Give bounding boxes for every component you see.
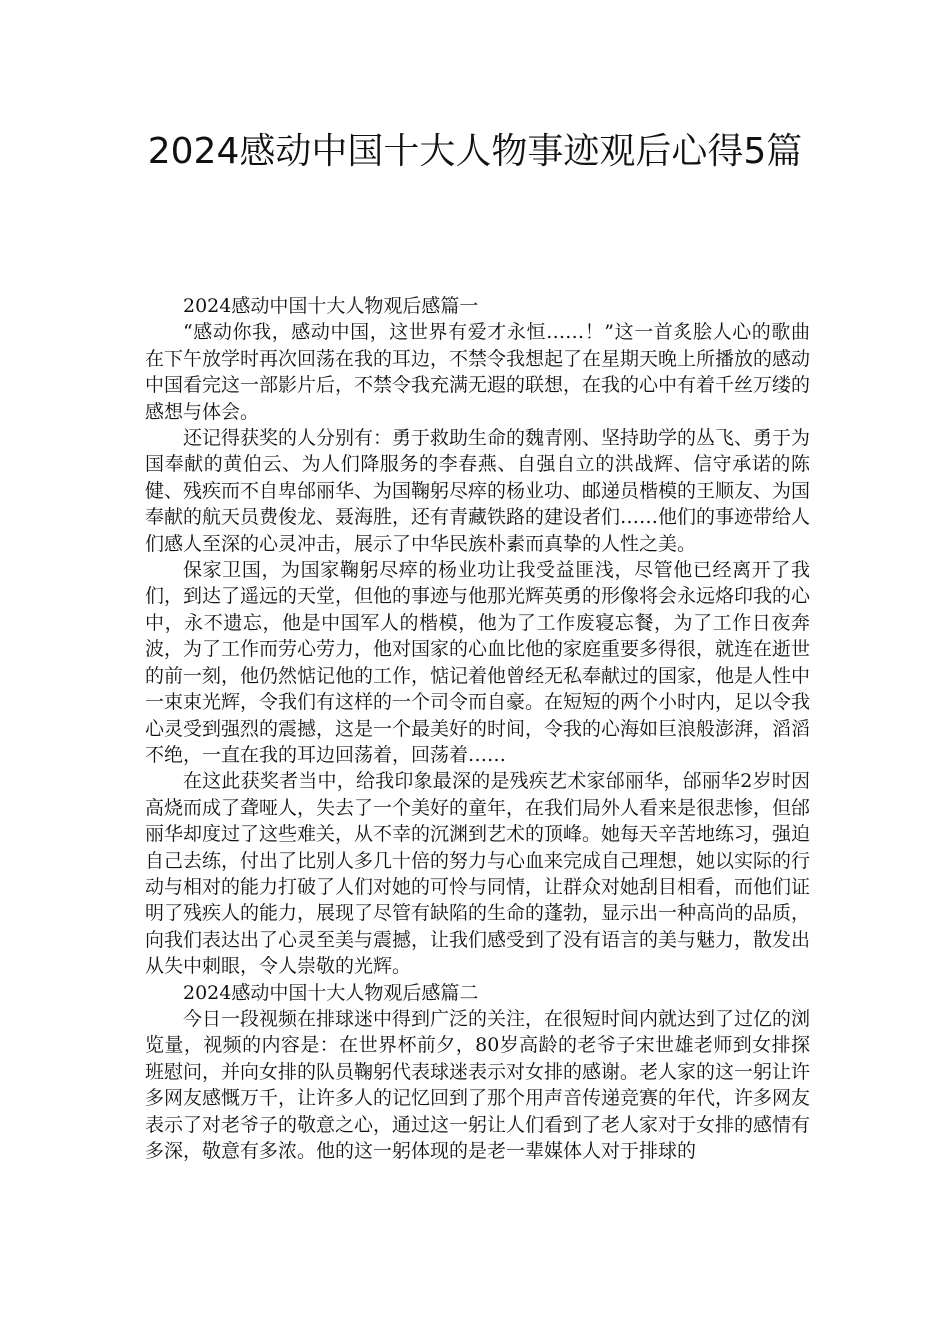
- paragraph: 今日一段视频在排球迷中得到广泛的关注，在很短时间内就达到了过亿的浏览量，视频的内容是：在世界杯前夕，80岁高龄的老爷子宋世雄老师到女排探班慰问，并向女排的队员鞠躬代表球迷表示对女排的感谢。老人家的这一躬让许多网友感慨万千，让许多人的记忆回到了那个用声音传递竞赛的年代，许多网友表示了对老爷子的敬意之心，通过这一躬让人们看到了老人家对于女排的感情有多深，敬意有多浓。他的这一躬体现的是老一辈媒体人对于排球的: [145, 1007, 810, 1162]
- paragraph: 保家卫国，为国家鞠躬尽瘁的杨业功让我受益匪浅，尽管他已经离开了我们，到达了遥远的天堂，但他的事迹与他那光辉英勇的形像将会永远烙印我的心中，永不遗忘，他是中国军人的楷模，他为了工作废寝忘餐，为了工作日夜奔波，为了工作而劳心劳力，他对国家的心血比他的家庭重要多得很，就连在逝世的前一刻，他仍然惦记他的工作，惦记着他曾经无私奉献过的国家，他是人性中一束束光辉，令我们有这样的一个司令而自豪。在短短的两个小时内，足以令我心灵受到强烈的震撼，这是一个最美好的时间，令我的心海如巨浪般澎湃，滔滔不绝，一直在我的耳边回荡着，回荡着……: [145, 559, 810, 766]
- paragraph: 在这此获奖者当中，给我印象最深的是残疾艺术家邰丽华，邰丽华2岁时因高烧而成了聋哑人，失去了一个美好的童年，在我们局外人看来是很悲惨，但邰丽华却度过了这些难关，从不幸的沉渊到艺术的顶峰。她每天辛苦地练习，强迫自己去练，付出了比别人多几十倍的努力与心血来完成自己理想，她以实际的行动与相对的能力打破了人们对她的可怜与同情，让群众对她刮目相看，而他们证明了残疾人的能力，展现了尽管有缺陷的生命的蓬勃，显示出一种高尚的品质，向我们表达出了心灵至美与震撼，让我们感受到了没有语言的美与魅力，散发出从失中刺眼，令人崇敬的光辉。: [145, 770, 810, 978]
- section-heading: 2024感动中国十大人物观后感篇二: [183, 981, 479, 1004]
- document-title: 2024感动中国十大人物事迹观后心得5篇: [147, 131, 803, 172]
- document-body: [145, 293, 810, 1233]
- paragraph: 还记得获奖的人分别有：勇于救助生命的魏青刚、坚持助学的丛飞、勇于为国奉献的黄伯云、为人们降服务的李春燕、自强自立的洪战辉、信守承诺的陈健、残疾而不自卑邰丽华、为国鞠躬尽瘁的杨业功、邮递员楷模的王顺友、为国奉献的航天员费俊龙、聂海胜，还有青藏铁路的建设者们……他们的事迹带给人们感人至深的心灵冲击，展示了中华民族朴素而真挚的人性之美。: [145, 427, 810, 555]
- paragraph: “感动你我，感动中国，这世界有爱才永恒……！”这一首炙脍人心的歌曲在下午放学时再次回荡在我的耳边，不禁令我想起了在星期天晚上所播放的感动中国看完这一部影片后，不禁令我充满无遐的联想，在我的心中有着千丝万缕的感想与体会。: [145, 321, 810, 423]
- section-heading: 2024感动中国十大人物观后感篇一: [183, 295, 479, 317]
